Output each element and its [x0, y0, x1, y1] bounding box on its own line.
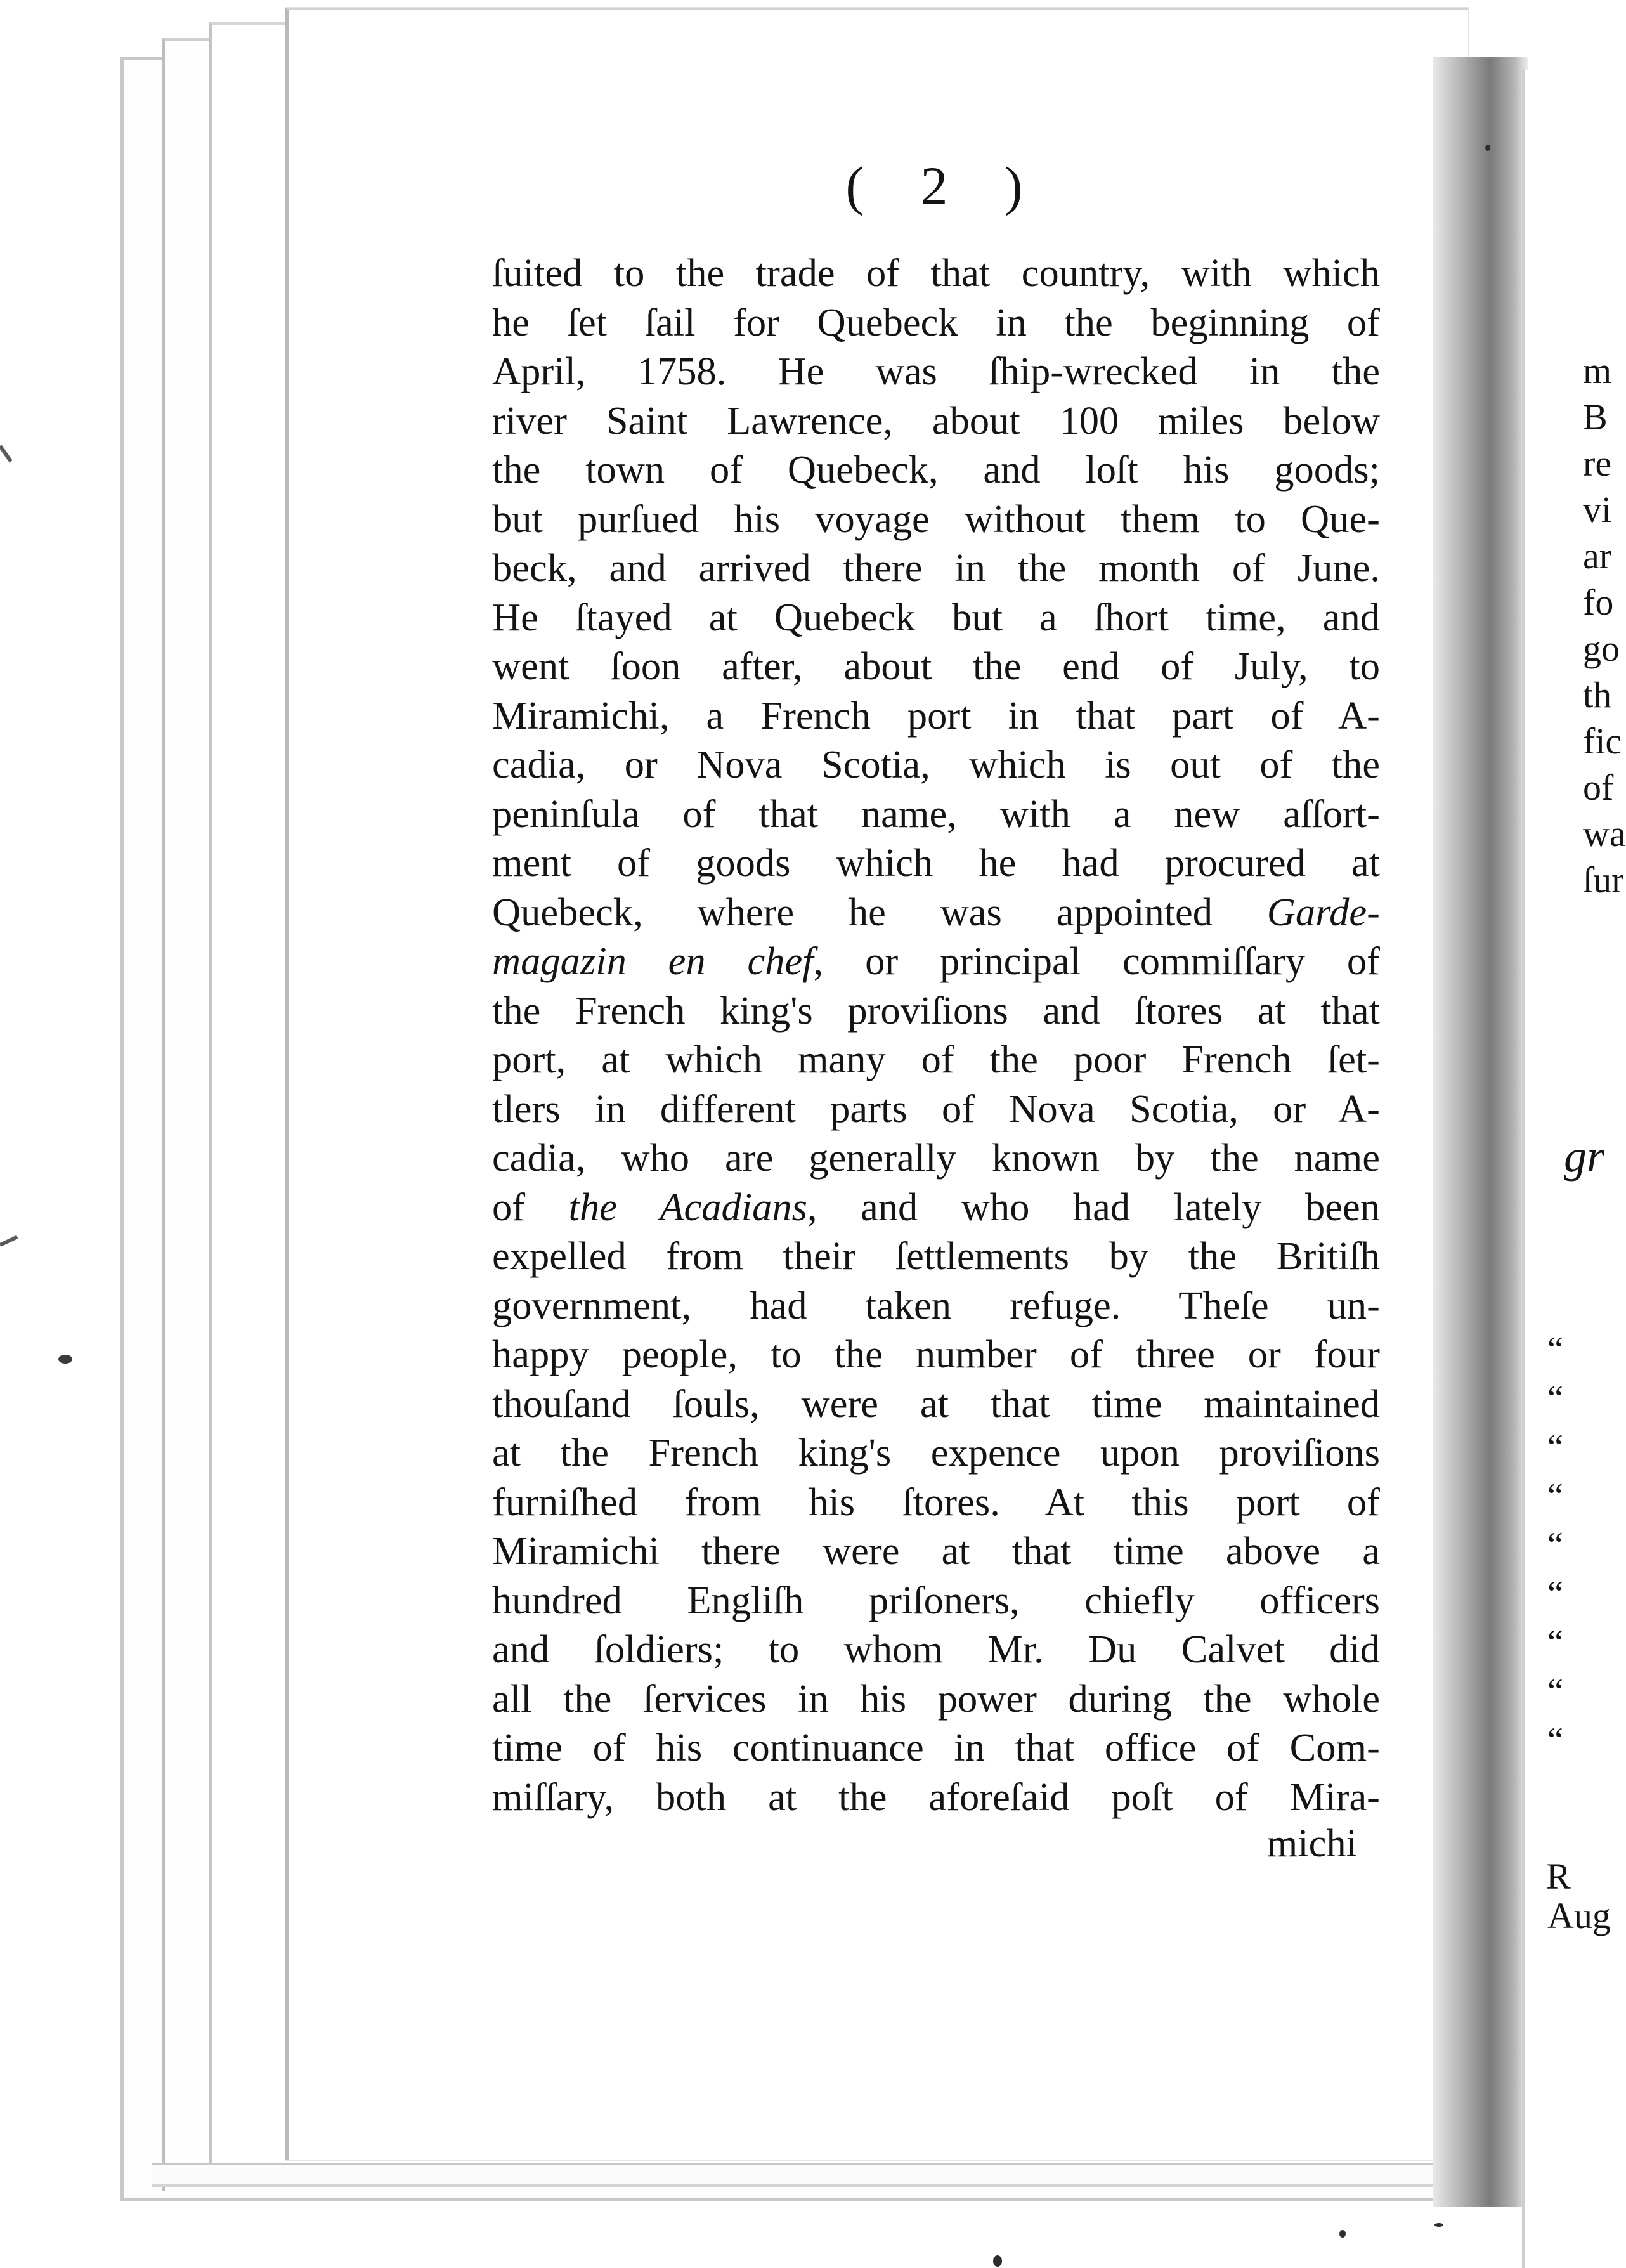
text-line: furniſhed from his ſtores. At this port of	[492, 1479, 1380, 1524]
text-line: he ſet ſail for Quebeck in the beginning of	[492, 299, 1380, 344]
facing-fragment: re	[1583, 443, 1612, 484]
facing-fragment: th	[1583, 674, 1612, 715]
quote-mark: “	[1547, 1574, 1563, 1613]
facing-fragment: fo	[1583, 582, 1614, 623]
text-line: beck, and arrived there in the month of June.	[492, 545, 1380, 590]
text-line: ment of goods which he had procured at	[492, 840, 1380, 885]
dust-speck	[993, 2255, 1002, 2267]
text-line: magazin en chef, or principal commiſſary of	[492, 939, 1380, 983]
page-body-text	[492, 249, 1380, 1822]
dust-speck	[1339, 2230, 1346, 2238]
text-line: time of his continuance in that office of Com-	[492, 1725, 1380, 1769]
facing-footer-line: Aug	[1547, 1895, 1611, 1936]
text-line: the French king's proviſions and ſtores at that	[492, 987, 1380, 1033]
text-line: ſuited to the trade of that country, with which	[492, 251, 1380, 295]
text-line: Quebeck, where he was appointed Garde-	[492, 889, 1380, 934]
left-edge	[0, 0, 25, 2268]
text-line: happy people, to the number of three or four	[492, 1332, 1380, 1376]
facing-quote-marks	[1547, 1326, 1616, 1765]
dust-speck	[1434, 2223, 1443, 2227]
text-line: thouſand ſouls, were at that time maintained	[492, 1381, 1380, 1426]
text-line: April, 1758. He was ſhip-wrecked in the	[492, 349, 1380, 393]
facing-italic-fragment: gr	[1564, 1131, 1605, 1182]
text-line: He ſtayed at Quebeck but a ſhort time, and	[492, 594, 1380, 639]
catchword: michi	[1266, 1821, 1357, 1865]
facing-footer-line: R	[1546, 1856, 1571, 1897]
facing-fragment: B	[1583, 396, 1608, 438]
quote-mark: “	[1547, 1330, 1563, 1369]
gutter-shadow	[1433, 57, 1528, 2207]
facing-fragment: m	[1583, 350, 1612, 391]
text-line: miſſary, both at the aforeſaid poſt of Mira-	[492, 1774, 1380, 1819]
ink-blot	[58, 1355, 72, 1364]
text-line: peninſula of that name, with a new aſſort-	[492, 791, 1380, 836]
text-line: Miramichi, a French port in that part of A-	[492, 693, 1380, 738]
dust-speck	[1485, 145, 1490, 151]
facing-fragment: ar	[1583, 535, 1612, 577]
edge-tick	[0, 1235, 18, 1247]
facing-fragment: of	[1583, 767, 1614, 808]
text-line: cadia, who are generally known by the name	[492, 1135, 1380, 1180]
text-line: the town of Quebeck, and loſt his goods;	[492, 447, 1380, 492]
italic-phrase: magazin en chef	[492, 939, 814, 983]
quote-mark: “	[1547, 1476, 1563, 1516]
text-line: hundred Engliſh priſoners, chiefly officers	[492, 1577, 1380, 1622]
facing-fragment: vi	[1583, 489, 1612, 530]
quote-mark: “	[1547, 1721, 1563, 1760]
text-line: went ſoon after, about the end of July, to	[492, 644, 1380, 688]
facing-fragment: wa	[1583, 813, 1626, 854]
facing-fragment: ſur	[1583, 859, 1624, 901]
quote-mark: “	[1547, 1525, 1563, 1565]
quote-mark: “	[1547, 1428, 1563, 1467]
text-line: government, had taken refuge. Theſe un-	[492, 1282, 1380, 1327]
facing-page-fragments	[1583, 348, 1626, 903]
text-line: tlers in different parts of Nova Scotia, or A-	[492, 1086, 1380, 1131]
quote-mark: “	[1547, 1379, 1563, 1418]
text-line: but purſued his voyage without them to Que-	[492, 496, 1380, 541]
text-line: of the Acadians, and who had lately been	[492, 1184, 1380, 1229]
text-line: cadia, or Nova Scotia, which is out of the	[492, 742, 1380, 786]
text-line: port, at which many of the poor French ſet-	[492, 1037, 1380, 1081]
page-number: ( 2 )	[845, 155, 1044, 216]
text-line: expelled from their ſettlements by the Britiſh	[492, 1234, 1380, 1278]
page-bottom-edge	[152, 2163, 1459, 2187]
italic-phrase: Garde-	[1266, 889, 1380, 934]
quote-mark: “	[1547, 1672, 1563, 1711]
text-line: and ſoldiers; to whom Mr. Du Calvet did	[492, 1627, 1380, 1671]
text-line: Miramichi there were at that time above a	[492, 1528, 1380, 1573]
text-line: at the French king's expence upon proviſions	[492, 1430, 1380, 1475]
text-line: river Saint Lawrence, about 100 miles below	[492, 398, 1380, 443]
edge-tick	[0, 445, 13, 462]
facing-fragment: fic	[1583, 720, 1622, 762]
quote-mark: “	[1547, 1623, 1563, 1662]
text-line: all the ſervices in his power during the whole	[492, 1676, 1380, 1721]
facing-fragment: go	[1583, 628, 1620, 669]
italic-phrase: the Acadians	[568, 1184, 807, 1229]
